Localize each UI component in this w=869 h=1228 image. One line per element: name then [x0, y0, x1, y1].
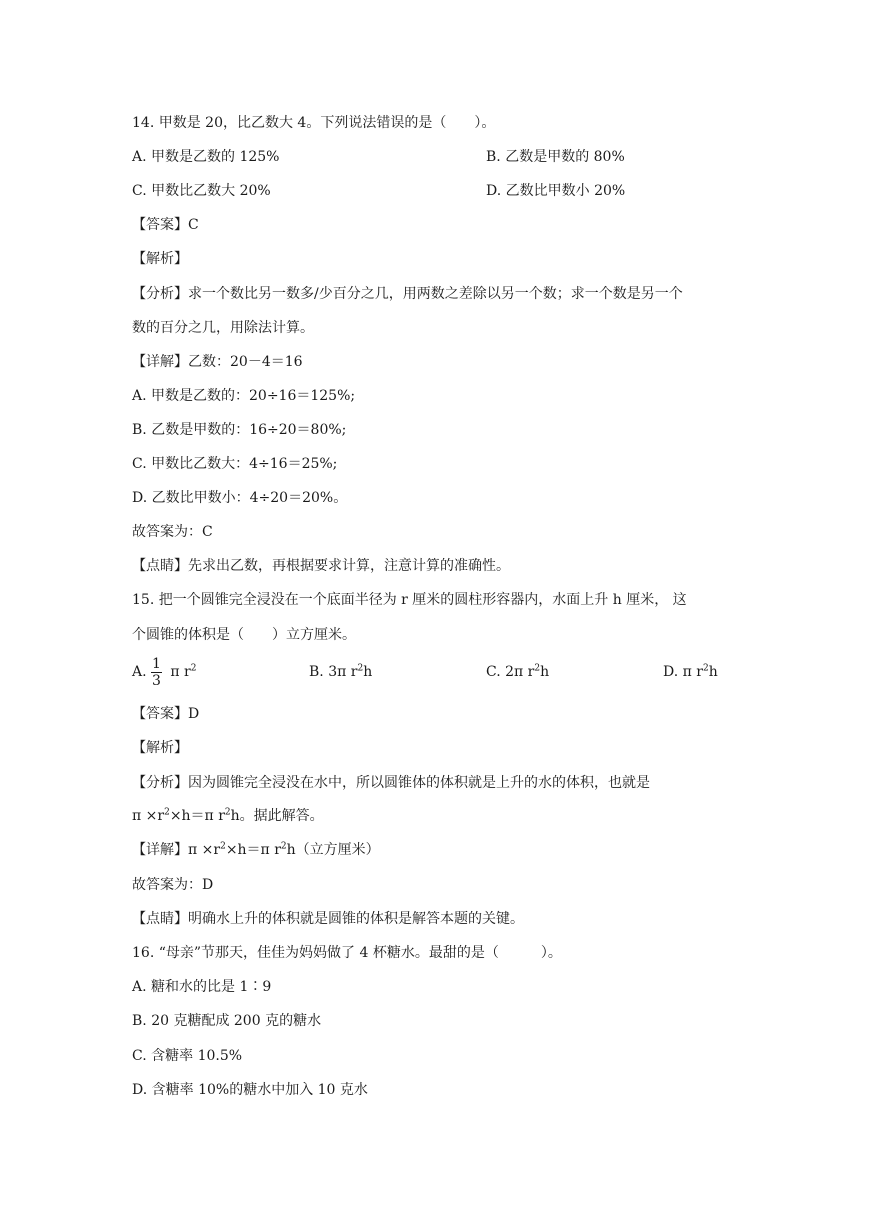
q15-dianjing: 【点睛】明确水上升的体积就是圆锥的体积是解答本题的关键。: [132, 911, 524, 927]
q15-fenxi-expr-a: π ×r: [132, 808, 165, 824]
exponent: 2: [534, 663, 541, 674]
q15-fenxi-line-1: 【分析】因为圆锥完全浸没在水中，所以圆锥体的体积就是上升的水的体积，也就是: [132, 775, 650, 791]
q14-fenxi-line-2: 数的百分之几，用除法计算。: [132, 320, 314, 336]
exponent: 2: [164, 807, 170, 818]
q15-xiangjie-b: ×h＝π r: [225, 842, 281, 858]
q15-xiangjie: [132, 840, 380, 860]
exponent: 2: [280, 841, 287, 852]
q15-option-a-expr: π r: [170, 664, 191, 680]
q15-option-c-tail: h: [540, 664, 550, 680]
q14-option-a: A. 甲数是乙数的 125%: [132, 149, 280, 165]
q16-option-d: D. 含糖率 10%的糖水中加入 10 克水: [132, 1082, 368, 1098]
q14-final-answer: 故答案为：C: [132, 524, 213, 540]
exponent: 2: [190, 663, 197, 674]
q14-calc-d: D. 乙数比甲数小：4÷20＝20%。: [132, 490, 348, 506]
q15-option-d: [663, 662, 718, 682]
exponent: 2: [224, 807, 231, 818]
q15-stem-line-1: 15. 把一个圆锥完全浸没在一个底面半径为 r 厘米的圆柱形容器内，水面上升 h 厘米， 这: [132, 592, 687, 608]
q16-option-b: B. 20 克糖配成 200 克的糖水: [132, 1013, 322, 1029]
q14-fenxi-line-1: 【分析】求一个数比另一数多/少百分之几，用两数之差除以另一个数；求一个数是另一个: [132, 286, 683, 302]
q14-option-c: C. 甲数比乙数大 20%: [132, 183, 271, 199]
q15-analysis-title: 【解析】: [132, 740, 188, 756]
q14-stem: 14. 甲数是 20，比乙数大 4。下列说法错误的是（ ）。: [132, 115, 496, 131]
q15-answer: 【答案】D: [132, 706, 200, 722]
q15-option-a: [132, 654, 196, 690]
q15-option-b: [309, 662, 372, 682]
q14-dianjing: 【点睛】先求出乙数，再根据要求计算，注意计算的准确性。: [132, 558, 510, 574]
q15-option-c-text: C. 2π r: [486, 664, 535, 680]
exponent: 2: [702, 663, 709, 674]
q15-final-answer: 故答案为：D: [132, 877, 214, 893]
exponent: 2: [220, 841, 226, 852]
q14-answer: 【答案】C: [132, 217, 199, 233]
fraction-numerator: 1: [152, 655, 161, 672]
q14-calc-c: C. 甲数比乙数大：4÷16＝25%;: [132, 456, 338, 472]
q14-xiangjie: 【详解】乙数：20－4＝16: [132, 354, 303, 370]
q14-option-b: B. 乙数是甲数的 80%: [486, 149, 625, 165]
q14-analysis-title: 【解析】: [132, 251, 188, 267]
q16-option-a: A. 糖和水的比是 1∶9: [132, 979, 272, 995]
q15-fenxi-expr-c: h。据此解答。: [230, 808, 324, 824]
q16-option-c: C. 含糖率 10.5%: [132, 1048, 243, 1064]
q15-xiangjie-a: 【详解】π ×r: [132, 842, 221, 858]
q15-fenxi-expr-b: ×h＝π r: [169, 808, 225, 824]
q14-calc-b: B. 乙数是甲数的：16÷20＝80%;: [132, 422, 347, 438]
fraction-denominator: 3: [152, 672, 161, 689]
q15-option-d-text: D. π r: [663, 664, 703, 680]
q15-fenxi-line-2: [132, 806, 324, 826]
q15-option-c: [486, 662, 549, 682]
one-third-fraction: [151, 656, 162, 689]
q15-option-b-text: B. 3π r: [309, 664, 358, 680]
q16-stem: 16. “母亲”节那天，佳佳为妈妈做了 4 杯糖水。最甜的是（ ）。: [132, 945, 562, 961]
exponent: 2: [357, 663, 364, 674]
q15-stem-line-2: 个圆锥的体积是（ ）立方厘米。: [132, 627, 356, 643]
q15-xiangjie-c: h（立方厘米）: [286, 842, 380, 858]
q14-option-d: D. 乙数比甲数小 20%: [486, 183, 626, 199]
q15-option-b-tail: h: [363, 664, 373, 680]
q14-calc-a: A. 甲数是乙数的：20÷16＝125%;: [132, 388, 356, 404]
q15-option-d-tail: h: [708, 664, 718, 680]
q15-option-a-label: A.: [132, 664, 147, 680]
